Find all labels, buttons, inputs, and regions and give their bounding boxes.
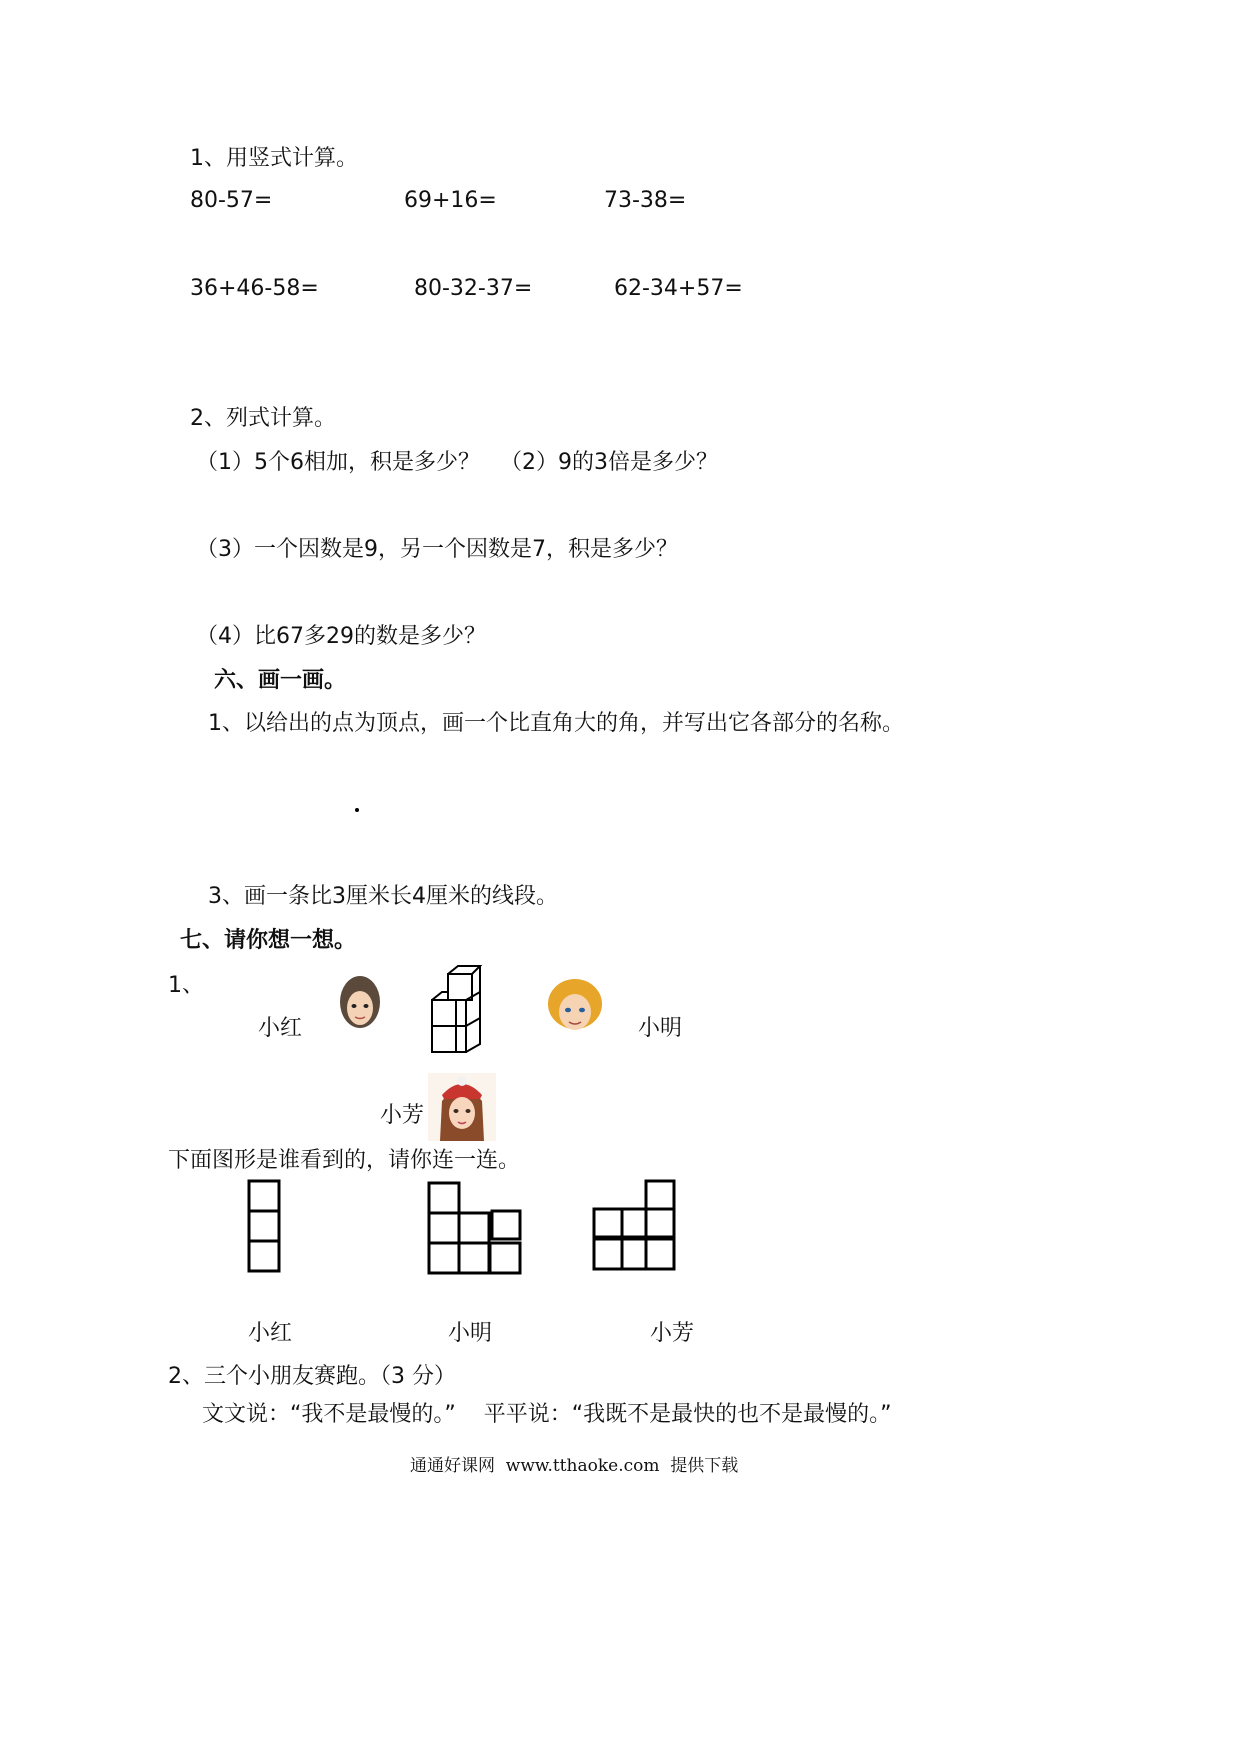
name-xiaohong: 小红 — [258, 1016, 303, 1041]
q2-title: 2、列式计算。 — [190, 406, 336, 431]
label-xiaohong: 小红 — [248, 1321, 293, 1346]
xiaohong-face-image — [335, 972, 385, 1034]
cube-stack-figure — [430, 964, 482, 1056]
q2-race-title: 2、三个小朋友赛跑。（3 分） — [168, 1364, 456, 1389]
q2-part1: （1）5个6相加，积是多少？ — [196, 450, 480, 475]
calc-3: 73-38= — [604, 188, 687, 213]
view-figure-1 — [246, 1178, 286, 1274]
section6-q1: 1、以给出的点为顶点，画一个比直角大的角，并写出它各部分的名称。 — [208, 711, 904, 736]
name-xiaofang: 小芳 — [380, 1103, 425, 1128]
section6-q3: 3、画一条比3厘米长4厘米的线段。 — [208, 884, 558, 909]
vertex-dot — [355, 808, 359, 812]
q2-part4: （4）比67多29的数是多少？ — [196, 624, 486, 649]
q2-part2: （2）9的3倍是多少？ — [500, 450, 718, 475]
q1-number: 1、 — [168, 973, 204, 998]
name-xiaoming: 小明 — [638, 1016, 683, 1041]
calc-5: 80-32-37= — [414, 276, 533, 301]
calc-1: 80-57= — [190, 188, 273, 213]
calc-2: 69+16= — [404, 188, 497, 213]
q2-race-statement: 文文说：“我不是最慢的。” 平平说：“我既不是最快的也不是最慢的。” — [202, 1402, 892, 1427]
q2-part3: （3）一个因数是9，另一个因数是7，积是多少？ — [196, 537, 678, 562]
xiaofang-face-image — [428, 1073, 496, 1141]
calc-4: 36+46-58= — [190, 276, 319, 301]
q1-title: 1、用竖式计算。 — [190, 146, 358, 171]
view-figure-3 — [590, 1178, 680, 1274]
footer-text: 通通好课网 www.tthaoke.com 提供下载 — [410, 1456, 739, 1476]
section6-title: 六、画一画。 — [214, 668, 347, 693]
xiaoming-face-image — [546, 976, 604, 1036]
calc-6: 62-34+57= — [614, 276, 743, 301]
connect-prompt: 下面图形是谁看到的，请你连一连。 — [168, 1148, 521, 1173]
label-xiaofang: 小芳 — [650, 1321, 695, 1346]
section7-title: 七、请你想一想。 — [180, 928, 357, 953]
view-figure-2 — [426, 1180, 526, 1276]
label-xiaoming: 小明 — [448, 1321, 493, 1346]
